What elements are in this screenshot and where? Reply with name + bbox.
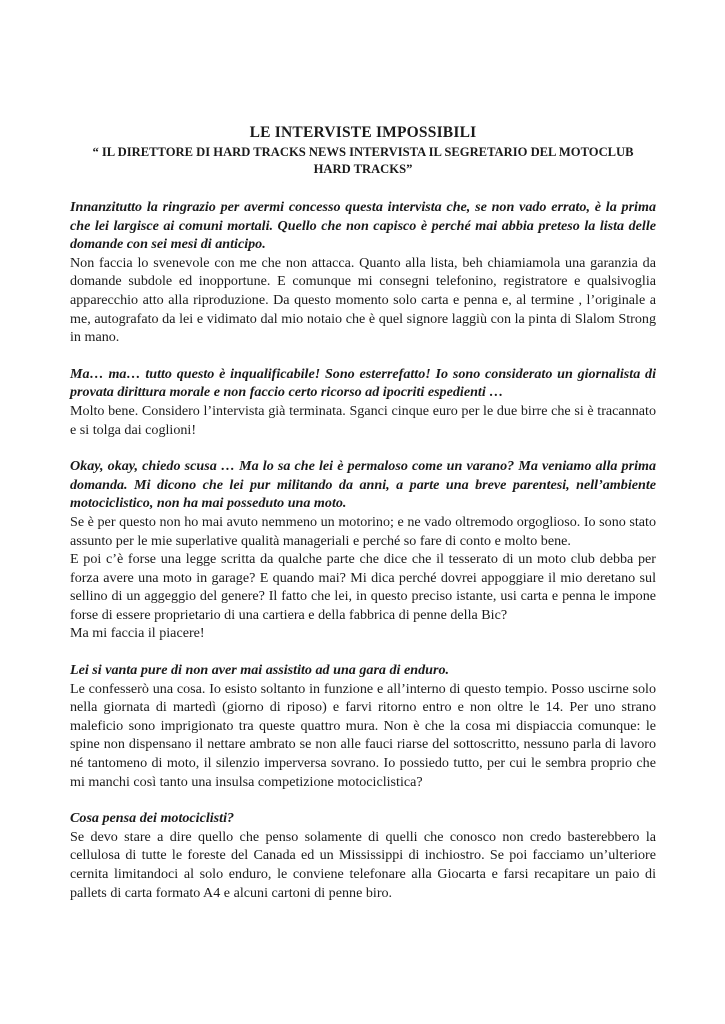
- interview-answer: Se devo stare a dire quello che penso solamente di quelli che conosco non credo basterebbero la cellulosa di tutte le foreste del Canada ed un Mississippi di inchiostro. Se poi facciamo un’ulteriore cernita limitandoci al solo enduro, le conviene telefonare alla Giocarta e farsi recapitare un paio di pallets di carta formato A4 e alcuni cartoni di penne biro.: [70, 828, 656, 901]
- interview-block-5: [70, 809, 656, 902]
- interview-answer: Ma mi faccia il piacere!: [70, 625, 205, 642]
- interview-block-1: [70, 198, 656, 347]
- interview-answer: Le confesserò una cosa. Io esisto soltanto in funzione e all’interno di questo tempio. Posso uscirne solo nella giornata di martedì (giorno di riposo) e farvi ritorno entro e non oltre le 14. Per uno strano maleficio sono imprigionato tra queste quattro mura. Non è che la cosa mi dispiaccia comunque: le spine non dispensano il nettare ambrato se non alle fauci riarse del sottoscritto, nessuno parla di lavoro né tantomeno di moto, il silenzio imperversa sovrano. Io possiedo tutto, per cui le sembra proprio che mi manchi così tanto una insulsa competizione motociclistica?: [70, 680, 656, 790]
- document-page: [70, 124, 656, 920]
- interview-block-4: [70, 661, 656, 791]
- interview-question: Ma… ma… tutto questo è inqualificabile! Sono esterrefatto! Io sono considerato un giornalista di provata dirittura morale e non faccio certo ricorso ad ipocriti espedienti …: [70, 365, 656, 401]
- interview-answer: E poi c’è forse una legge scritta da qualche parte che dice che il tesserato di un moto club debba per forza avere una moto in garage? E quando mai? Mi dica perché dovrei appoggiare il mio deretano sul sellino di un aggeggio del genere? Il fatto che lei, in questo preciso istante, usi carta e penna le impone forse di essere proprietario di una cartiera e della fabbrica di penne della Bic?: [70, 551, 656, 623]
- interview-answer: Molto bene. Considero l’intervista già terminata. Sganci cinque euro per le due birre che si è tracannato e si tolga dai coglioni!: [70, 402, 656, 438]
- interview-question: Innanzitutto la ringrazio per avermi concesso questa intervista che, se non vado errato, è la prima che lei largisce ai comuni mortali. Quello che non capisco è perché mai abbia preteso la lista delle domande con sei mesi di anticipo.: [70, 199, 656, 253]
- interview-answer: Se è per questo non ho mai avuto nemmeno un motorino; e ne vado oltremodo orgoglioso. Io sono stato assunto per le mie superlative qualità manageriali e perché so fare di conto e molto bene.: [70, 513, 656, 549]
- interview-question: Lei si vanta pure di non aver mai assistito ad una gara di enduro.: [70, 662, 450, 679]
- document-subtitle: “ IL DIRETTORE DI HARD TRACKS NEWS INTERVISTA IL SEGRETARIO DEL MOTOCLUB HARD TRACKS”: [92, 145, 634, 176]
- interview-block-2: [70, 365, 656, 439]
- interview-answer: Non faccia lo svenevole con me che non attacca. Quanto alla lista, beh chiamiamola una garanzia da domande subdole ed inopportune. E comunque mi consegni telefonino, registratore e qualsivoglia apparecchio atto alla riproduzione. Da questo momento solo carta e penna e, al termine , l’originale a me, autografato da lei e vidimato dal mio notaio che è quel signore laggiù con la pinta di Slalom Strong in mano.: [70, 254, 656, 346]
- interview-question: Okay, okay, chiedo scusa … Ma lo sa che lei è permaloso come un varano? Ma veniamo alla prima domanda. Mi dicono che lei pur militando da anni, a parte una breve parentesi, nell’ambiente motociclistico, non ha mai posseduto una moto.: [70, 458, 656, 512]
- document-title: LE INTERVISTE IMPOSSIBILI: [249, 124, 477, 141]
- interview-block-3: [70, 457, 656, 643]
- interview-question: Cosa pensa dei motociclisti?: [70, 810, 235, 827]
